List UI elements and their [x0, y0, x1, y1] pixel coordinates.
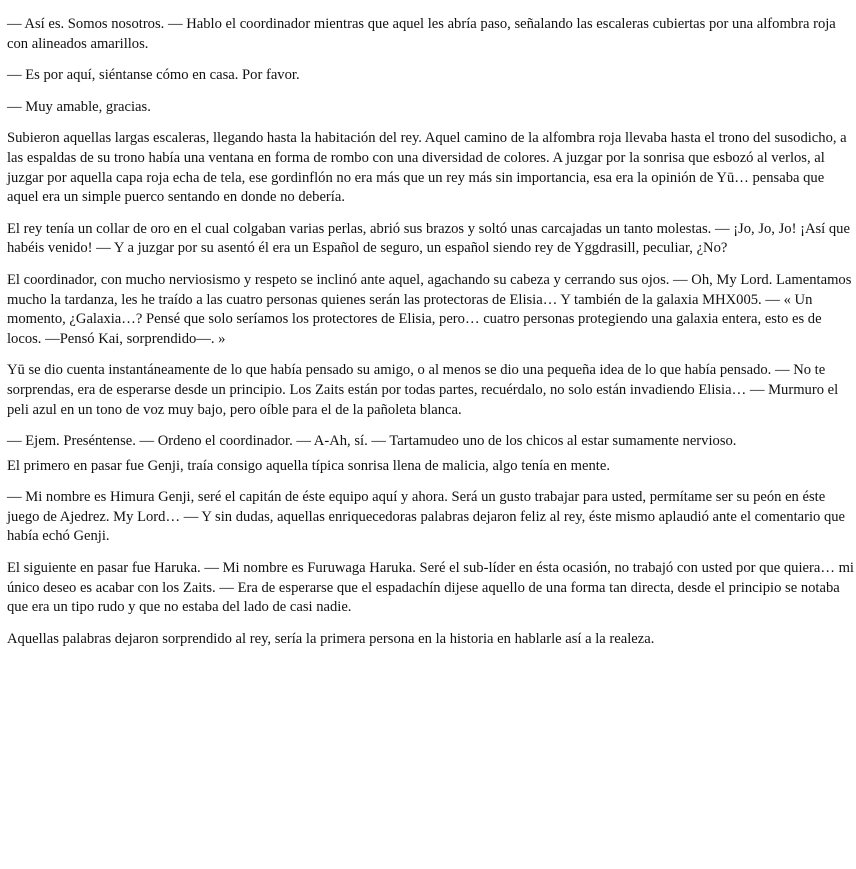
- paragraph: — Ejem. Preséntense. — Ordeno el coordinador. — A-Ah, sí. — Tartamudeo uno de los chicos al estar sumamente nervioso.: [7, 433, 737, 450]
- paragraph: El primero en pasar fue Genji, traía consigo aquella típica sonrisa llena de malicia, algo tenía en mente.: [7, 457, 610, 474]
- paragraph: El siguiente en pasar fue Haruka. — Mi nombre es Furuwaga Haruka. Seré el sub-líder en ésta ocasión, no trabajó con usted por que quiera… mi único deseo es acabar con los Zaits. — Era de esperarse que el espadachín dijese aquello de una forma tan directa, desde el principio se notaba que era un tipo rudo y que no estaba del lado de casi nadie.: [7, 560, 854, 616]
- paragraph: El coordinador, con mucho nerviosismo y respeto se inclinó ante aquel, agachando su cabeza y cerrando sus ojos. — Oh, My Lord. Lamentamos mucho la tardanza, les he traído a las cuatro personas quienes serán las protectoras de Elisia… Y también de la galaxia MHX005. — « Un momento, ¿Galaxia…? Pensé que solo seríamos los protectores de Elisia, pero… cuatro personas protegiendo una galaxia entera, esto es de locos. —Pensó Kai, sorprendido—. »: [7, 271, 852, 347]
- paragraph: Aquellas palabras dejaron sorprendido al rey, sería la primera persona en la historia en hablarle así a la realeza.: [7, 630, 655, 647]
- paragraph: — Mi nombre es Himura Genji, seré el capitán de éste equipo aquí y ahora. Será un gusto trabajar para usted, permítame ser su peón en éste juego de Ajedrez. My Lord… — Y sin dudas, aquellas enriquecedoras palabras dejaron feliz al rey, éste mismo aplaudió ante el comentario que había echó Genji.: [7, 489, 846, 545]
- paragraph: — Es por aquí, siéntanse cómo en casa. Por favor.: [7, 67, 300, 84]
- paragraph: Subieron aquellas largas escaleras, llegando hasta la habitación del rey. Aquel camino de la alfombra roja llevaba hasta el trono del susodicho, a las espaldas de su trono había una ventana en forma de rombo con una diversidad de colores. A juzgar por la sonrisa que esbozó al verlos, al juzgar por aquella capa roja echa de tela, ese gordinflón no era más que un rey más sin importancia, esa era la opinión de Yū… pensaba que aquel era un simple puerco sentando en donde no debería.: [7, 130, 847, 206]
- document-body: [7, 15, 855, 661]
- paragraph: Yū se dio cuenta instantáneamente de lo que había pensado su amigo, o al menos se dio una pequeña idea de lo que había pensado. — No te sorprendas, era de esperarse desde un principio. Los Zaits están por todas partes, recuérdalo, no solo están invadiendo Elisia… — Murmuro el peli azul en un tono de voz muy bajo, pero oíble para el de la pañoleta blanca.: [7, 362, 839, 418]
- paragraph: — Muy amable, gracias.: [7, 98, 151, 115]
- paragraph: — Así es. Somos nosotros. — Hablo el coordinador mientras que aquel les abría paso, señalando las escaleras cubiertas por una alfombra roja con alineados amarillos.: [7, 16, 836, 52]
- paragraph: El rey tenía un collar de oro en el cual colgaban varias perlas, abrió sus brazos y soltó unas carcajadas un tanto molestas. — ¡Jo, Jo, Jo! ¡Así que habéis venido! — Y a juzgar por su asentó él era un Español de seguro, un español siendo rey de Yggdrasill, peculiar, ¿No?: [7, 220, 850, 257]
